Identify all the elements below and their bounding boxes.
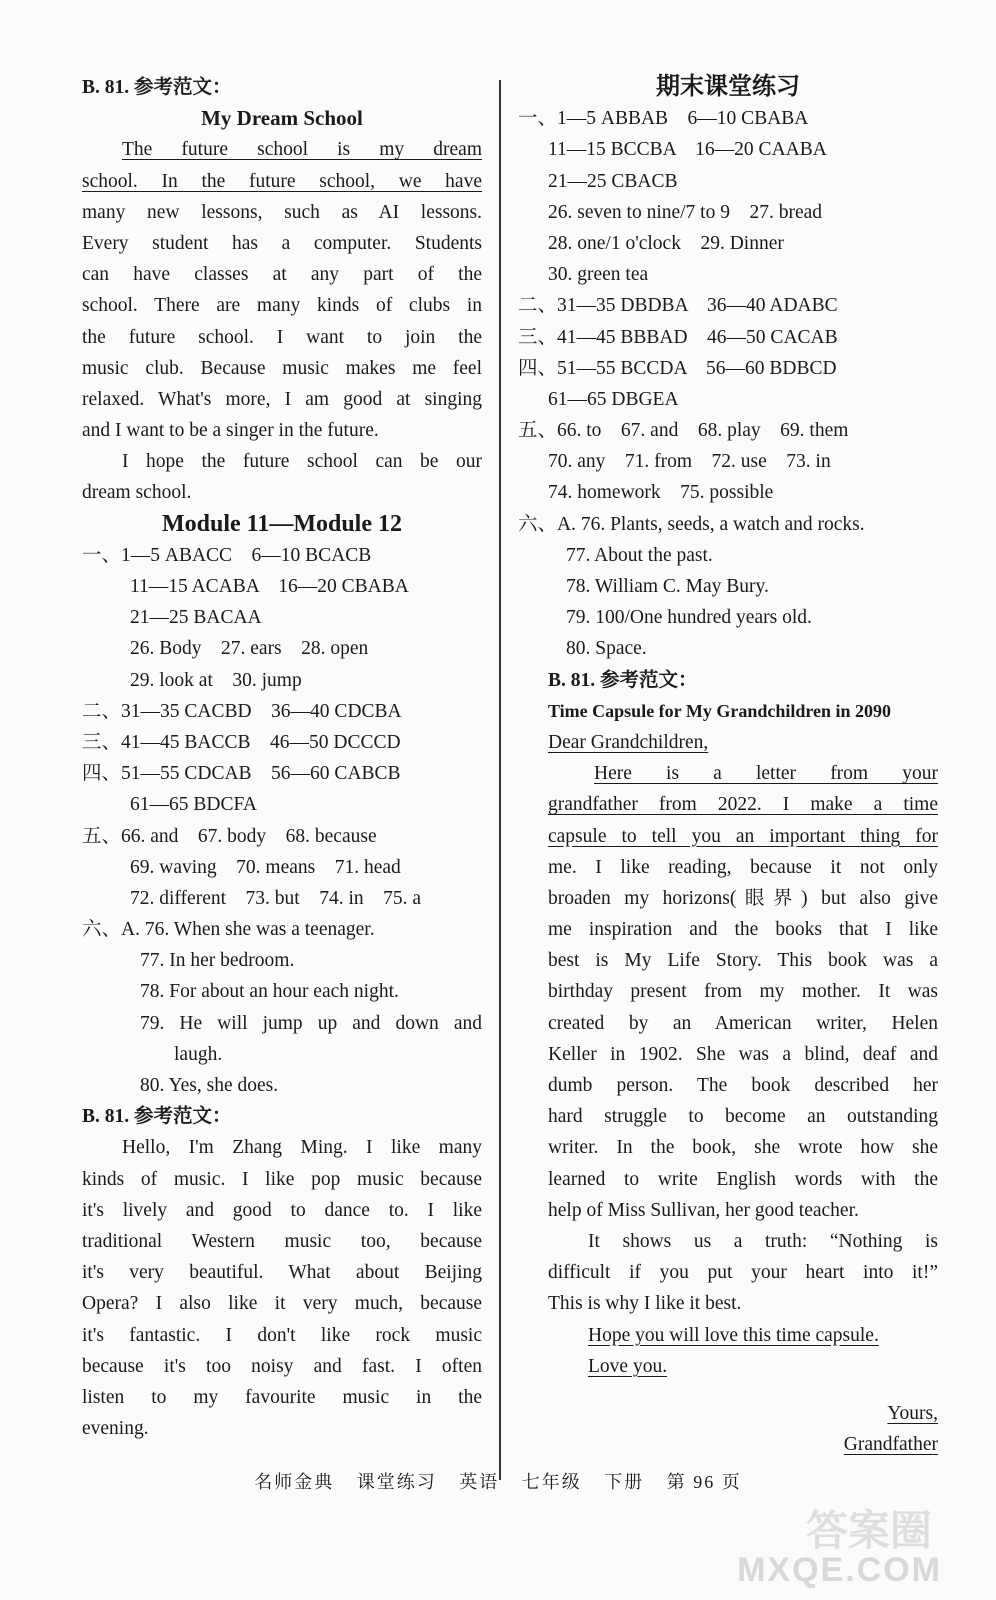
essay-line: kinds of music. I like pop music because bbox=[82, 1168, 482, 1190]
essay-line: many new lessons, such as AI lessons. bbox=[82, 201, 482, 223]
essay-line: capsule to tell you an important thing for bbox=[548, 825, 938, 847]
answer-line: 11—15 ACABA 16—20 CBABA bbox=[130, 576, 409, 597]
answer-line: 61—65 DBGEA bbox=[548, 388, 679, 410]
essay-line: The future school is my dream bbox=[122, 139, 482, 161]
footer-series: 课堂练习 bbox=[356, 1472, 437, 1492]
module-title: Module 11—Module 12 bbox=[161, 510, 402, 537]
answer-line: 五、66. and 67. body 68. because bbox=[82, 825, 377, 847]
answer-line: 26. Body 27. ears 28. open bbox=[130, 638, 369, 660]
essay-title: Time Capsule for My Grandchildren in 2090 bbox=[548, 700, 892, 721]
essay-line: because it's too noisy and fast. I often bbox=[82, 1355, 482, 1377]
closing-text: Hope you will love this time capsule. bbox=[588, 1324, 879, 1346]
essay-line: This is why I like it best. bbox=[548, 1293, 742, 1315]
answer-line: 一、1—5 ABBAB 6—10 CBABA bbox=[518, 108, 809, 130]
answer-line: 61—65 BDCFA bbox=[130, 794, 257, 816]
essay-line: help of Miss Sullivan, her good teacher. bbox=[548, 1199, 859, 1221]
answer-line: 79. He will jump up and down and bbox=[140, 1012, 482, 1034]
essay-line: school. There are many kinds of clubs in bbox=[82, 295, 482, 317]
signature-text: Yours, bbox=[887, 1402, 938, 1424]
closing-line bbox=[518, 1320, 938, 1351]
answer-line: 28. one/1 o'clock 29. Dinner bbox=[548, 232, 784, 254]
answer-line: 三、41—45 BBBAD 46—50 CACAB bbox=[518, 326, 838, 348]
footer-volume: 下册 bbox=[604, 1472, 645, 1492]
answer-line: 69. waving 70. means 71. head bbox=[130, 856, 401, 878]
answer-line: 80. Space. bbox=[566, 638, 647, 660]
spacer bbox=[518, 1382, 938, 1398]
essay-line: Opera? I also like it very much, because bbox=[82, 1293, 482, 1315]
essay-line: learned to write English words with the bbox=[548, 1168, 938, 1190]
section-label-b81: B. 81. 参考范文： bbox=[82, 1106, 232, 1128]
essay-line: I hope the future school can be our bbox=[122, 451, 482, 473]
essay-line: difficult if you put your heart into it!” bbox=[548, 1262, 938, 1284]
answer-line: 77. In her bedroom. bbox=[140, 950, 295, 972]
essay-line: dream school. bbox=[82, 482, 192, 504]
answer-line: 四、51—55 BCCDA 56—60 BDBCD bbox=[518, 357, 837, 379]
answer-line: 21—25 BACAA bbox=[130, 607, 262, 629]
answer-line: 26. seven to nine/7 to 9 27. bread bbox=[548, 201, 823, 223]
salutation bbox=[518, 727, 938, 758]
answer-line: 78. For about an hour each night. bbox=[140, 981, 399, 1003]
essay-line: It shows us a truth: “Nothing is bbox=[588, 1230, 938, 1252]
essay-line: hard struggle to become an outstanding bbox=[548, 1106, 938, 1128]
footer-brand: 名师金典 bbox=[254, 1472, 335, 1492]
answer-line: 六、A. 76. When she was a teenager. bbox=[82, 919, 375, 941]
answer-line: 72. different 73. but 74. in 75. a bbox=[130, 887, 422, 909]
footer-grade: 七年级 bbox=[521, 1472, 582, 1492]
essay-line: Here is a letter from your bbox=[594, 763, 938, 785]
footer-page-number: 第 96 页 bbox=[666, 1472, 742, 1492]
essay-line: relaxed. What's more, I am good at singing bbox=[82, 388, 482, 410]
answer-line: 21—25 CBACB bbox=[548, 170, 678, 192]
answer-line: 四、51—55 CDCAB 56—60 CABCB bbox=[82, 763, 401, 785]
essay-line: Hello, I'm Zhang Ming. I like many bbox=[122, 1137, 482, 1159]
answer-line: 74. homework 75. possible bbox=[548, 482, 774, 504]
answer-line: 30. green tea bbox=[548, 264, 649, 286]
answer-line: 五、66. to 67. and 68. play 69. them bbox=[518, 420, 849, 442]
answer-line: 78. William C. May Bury. bbox=[566, 576, 769, 597]
answer-line: 80. Yes, she does. bbox=[140, 1075, 279, 1096]
left-column bbox=[82, 72, 482, 1444]
column-divider bbox=[499, 80, 501, 1480]
essay-line: it's very beautiful. What about Beijing bbox=[82, 1262, 482, 1284]
essay-line: grandfather from 2022. I make a time bbox=[548, 794, 938, 816]
section-label-b81: B. 81. 参考范文： bbox=[548, 669, 698, 691]
essay-line bbox=[82, 166, 482, 197]
watermark-text: MXQE.COM bbox=[737, 1551, 942, 1589]
essay-line: evening. bbox=[82, 1418, 149, 1440]
essay-line: can have classes at any part of the bbox=[82, 264, 482, 286]
essay-line: it's lively and good to dance to. I like bbox=[82, 1199, 482, 1221]
essay-text: school. In the future school, we have bbox=[82, 170, 482, 192]
essay-line: broaden my horizons(眼界) but also give bbox=[548, 887, 938, 909]
essay-line: the future school. I want to join the bbox=[82, 326, 482, 348]
section-label-b81: B. 81. 参考范文： bbox=[82, 77, 232, 98]
essay-line: music club. Because music makes me feel bbox=[82, 357, 482, 379]
closing-line bbox=[518, 1351, 938, 1382]
right-column bbox=[518, 72, 938, 1460]
footer-subject: 英语 bbox=[459, 1472, 500, 1492]
answer-line: 二、31—35 CACBD 36—40 CDCBA bbox=[82, 700, 402, 722]
essay-line: writer. In the book, she wrote how she bbox=[548, 1137, 938, 1159]
watermark-logo: 答案圈 bbox=[805, 1507, 932, 1554]
answer-line: 70. any 71. from 72. use 73. in bbox=[548, 451, 831, 473]
answer-line: 二、31—35 DBDBA 36—40 ADABC bbox=[518, 295, 838, 317]
essay-line: me. I like reading, because it not only bbox=[548, 856, 938, 878]
answer-line: 一、1—5 ABACC 6—10 BCACB bbox=[82, 544, 372, 566]
answer-line: 29. look at 30. jump bbox=[130, 669, 302, 691]
essay-line: Keller in 1902. She was a blind, deaf and bbox=[548, 1043, 938, 1065]
answer-line: 三、41—45 BACCB 46—50 DCCCD bbox=[82, 731, 401, 753]
watermark bbox=[722, 1507, 972, 1596]
essay-line: and I want to be a singer in the future. bbox=[82, 420, 379, 442]
answer-line: 79. 100/One hundred years old. bbox=[566, 607, 812, 629]
essay-line: listen to my favourite music in the bbox=[82, 1386, 482, 1408]
salutation-text: Dear Grandchildren, bbox=[548, 731, 709, 753]
signature-line bbox=[518, 1429, 938, 1460]
essay-line: Every student has a computer. Students bbox=[82, 232, 482, 254]
signature-text: Grandfather bbox=[843, 1434, 938, 1456]
answer-line: 六、A. 76. Plants, seeds, a watch and rocks. bbox=[518, 513, 865, 535]
essay-line: traditional Western music too, because bbox=[82, 1230, 482, 1252]
signature-line bbox=[518, 1398, 938, 1429]
essay-title: My Dream School bbox=[201, 106, 363, 131]
essay-line: it's fantastic. I don't like rock music bbox=[82, 1324, 482, 1346]
answer-line: 11—15 BCCBA 16—20 CAABA bbox=[548, 139, 827, 161]
essay-line: dumb person. The book described her bbox=[548, 1075, 938, 1096]
section-title: 期末课堂练习 bbox=[656, 74, 800, 100]
essay-line: created by an American writer, Helen bbox=[548, 1012, 938, 1034]
answer-line: laugh. bbox=[174, 1043, 223, 1065]
page-footer bbox=[0, 1468, 996, 1494]
essay-line: me inspiration and the books that I like bbox=[548, 919, 938, 941]
closing-text: Love you. bbox=[588, 1355, 668, 1377]
essay-line: best is My Life Story. This book was a bbox=[548, 950, 938, 972]
answer-line: 77. About the past. bbox=[566, 544, 713, 566]
essay-line: birthday present from my mother. It was bbox=[548, 981, 938, 1003]
